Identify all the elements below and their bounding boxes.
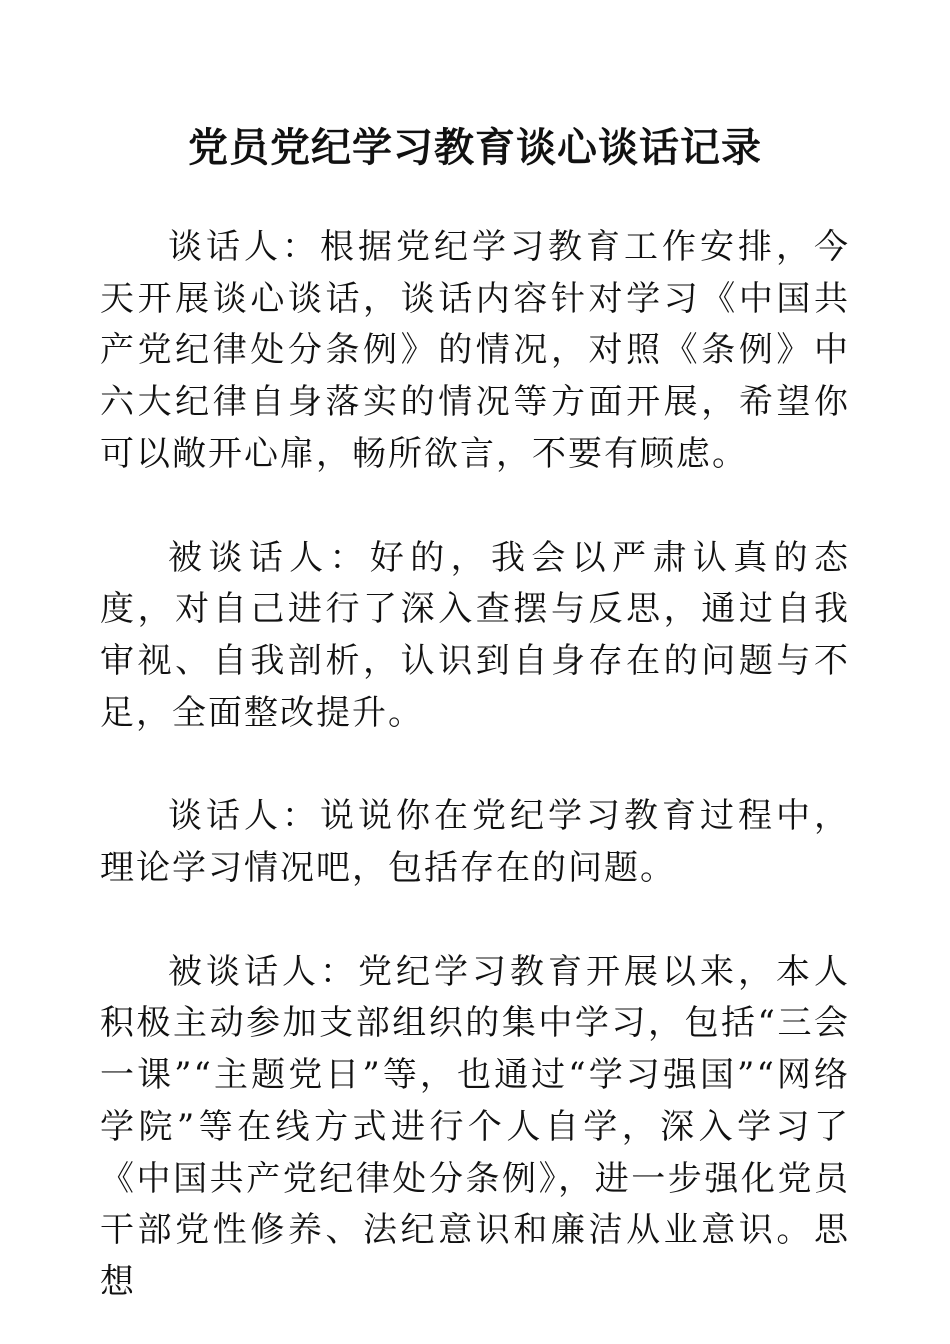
paragraph-3: 谈话人：说说你在党纪学习教育过程中，理论学习情况吧，包括存在的问题。 [100, 796, 850, 889]
document-title: 党员党纪学习教育谈心谈话记录 [188, 124, 762, 171]
paragraph-1: 谈话人：根据党纪学习教育工作安排，今天开展谈心谈话，谈话内容针对学习《中国共产党纪律处分条例》的情况，对照《条例》中六大纪律自身落实的情况等方面开展，希望你可以敞开心扉，畅所欲言，不要有顾虑。 [100, 227, 850, 474]
document-body [100, 222, 850, 1309]
paragraph-4: 被谈话人：党纪学习教育开展以来，本人积极主动参加支部组织的集中学习，包括“三会一课”“主题党日”等，也通过“学习强国”“网络学院”等在线方式进行个人自学，深入学习了《中国共产党纪律处分条例》，进一步强化党员干部党性修养、法纪意识和廉洁从业意识。思想 [100, 951, 850, 1302]
paragraph-2: 被谈话人：好的，我会以严肃认真的态度，对自己进行了深入查摆与反思，通过自我审视、自我剖析，认识到自身存在的问题与不足，全面整改提升。 [100, 537, 850, 733]
